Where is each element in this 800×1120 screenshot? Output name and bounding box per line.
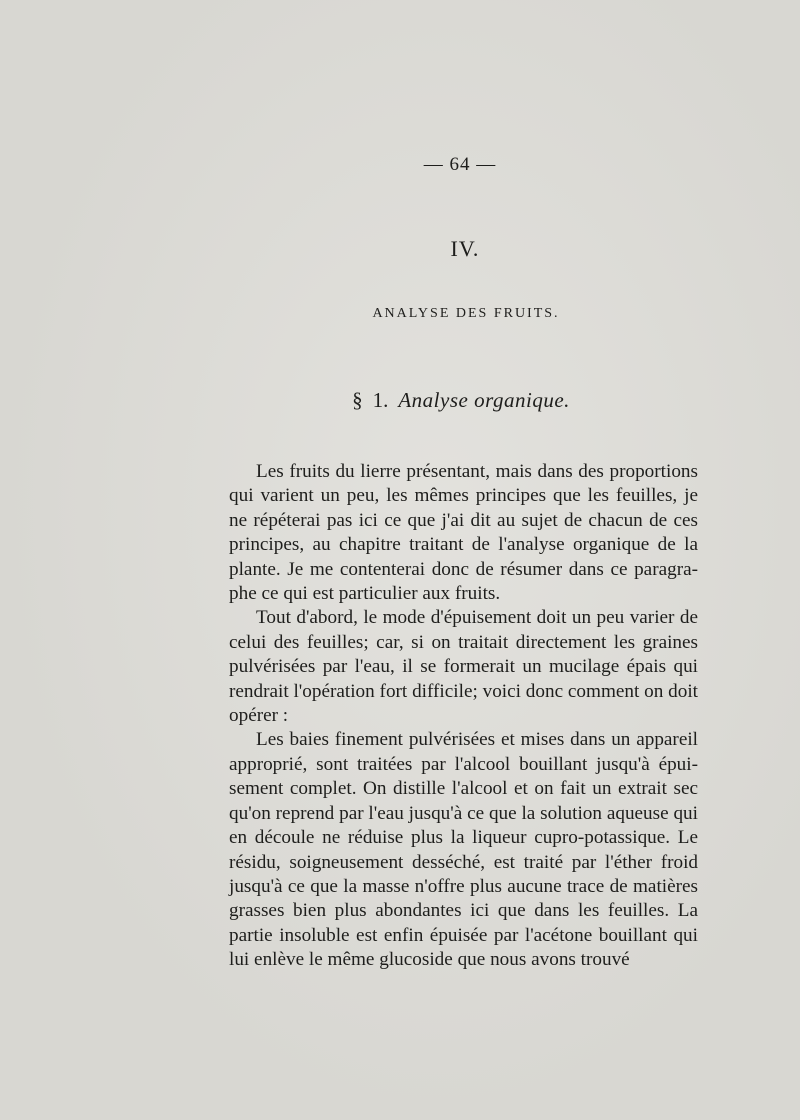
section-symbol: §	[352, 388, 363, 412]
body-text	[229, 460, 698, 973]
subsection-title: Analyse organique.	[398, 388, 570, 412]
chapter-heading: IV.	[450, 236, 480, 261]
section-title: ANALYSE DES FRUITS.	[372, 306, 560, 321]
subsection-number: 1.	[372, 388, 389, 412]
paragraph: Tout d'abord, le mode d'épuisement doit un peu varier de celui des feuilles; car, si on traitait directement les graines pulvérisées par l'eau, il se formerait un mucilage épais qui rendrait l'opération fort difficile; voici donc comment on doit opérer :	[229, 607, 698, 727]
page-number: — 64 —	[423, 154, 497, 175]
paragraph: Les fruits du lierre présentant, mais dans des proportions qui varient un peu, les mêmes principes que les feuilles, je ne répéterai pas ici ce que j'ai dit au sujet de chacun de ces principes, au chapitre traitant de l'analyse organique de la plante. Je me contenterai donc de résumer dans ce paragraphe ce qui est particulier aux fruits.	[229, 461, 698, 605]
paragraph: Les baies finement pulvérisées et mises dans un appareil approprié, sont traitées par l'alcool bouillant jusqu'à épuisement complet. On distille l'alcool et on fait un extrait sec qu'on reprend par l'eau jusqu'à ce que la solution aqueuse qui en découle ne réduise plus la liqueur cupro-potassique. Le résidu, soigneusement desséché, est traité par l'éther froid jusqu'à ce que la masse n'offre plus aucune trace de matières grasses bien plus abondantes ici que dans les feuilles. La partie insoluble est enfin épuisée par l'acétone bouillant qui lui enlève le même glucoside que nous avons trouvé	[229, 729, 698, 971]
subsection-heading	[0, 388, 800, 413]
